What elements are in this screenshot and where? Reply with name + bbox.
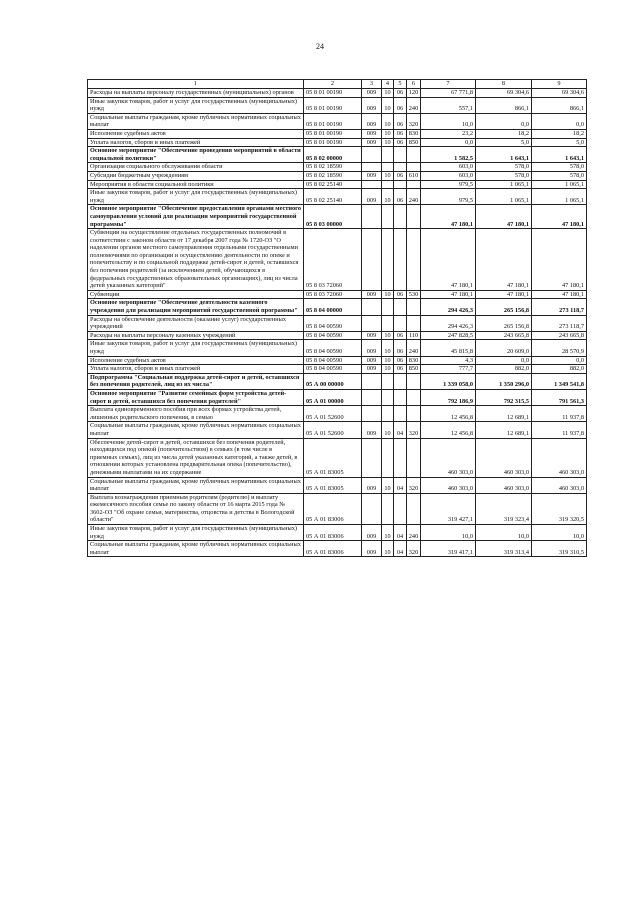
row-value-cell: 1 065,1 — [532, 189, 587, 205]
row-code-cell: 05 8 04 00590 — [304, 340, 362, 356]
row-value-cell: 47 180,1 — [532, 290, 587, 299]
row-section-cell — [382, 205, 394, 229]
row-code-cell: 05 А 01 83006 — [304, 493, 362, 524]
row-code-cell: 05 8 04 00590 — [304, 315, 362, 331]
row-subsection-cell — [394, 493, 407, 524]
row-value-cell: 1 643,1 — [476, 147, 532, 163]
table-row — [88, 541, 587, 557]
row-code-cell: 05 8 04 00590 — [304, 365, 362, 374]
row-section-cell: 10 — [382, 129, 394, 138]
row-value-cell: 557,1 — [421, 97, 476, 113]
row-ministry-cell: 009 — [362, 477, 382, 493]
row-value-cell: 319 427,1 — [421, 493, 476, 524]
row-code-cell: 05 8 04 00590 — [304, 356, 362, 365]
row-code-cell: 05 А 01 83005 — [304, 477, 362, 493]
row-code-cell: 05 8 01 00190 — [304, 97, 362, 113]
row-subsection-cell — [394, 299, 407, 315]
row-section-cell: 10 — [382, 541, 394, 557]
row-subsection-cell — [394, 229, 407, 291]
row-value-cell: 460 303,0 — [532, 477, 587, 493]
row-expense-type-cell — [407, 163, 421, 172]
row-expense-type-cell — [407, 229, 421, 291]
row-value-cell: 265 156,8 — [476, 299, 532, 315]
row-value-cell: 294 426,3 — [421, 315, 476, 331]
row-value-cell: 578,0 — [532, 171, 587, 180]
row-value-cell: 460 303,0 — [476, 438, 532, 477]
row-code-cell: 05 8 01 00190 — [304, 113, 362, 129]
row-value-cell: 265 156,8 — [476, 315, 532, 331]
row-value-cell: 5,0 — [476, 138, 532, 147]
row-value-cell: 979,5 — [421, 189, 476, 205]
row-section-cell: 10 — [382, 422, 394, 438]
row-expense-type-cell — [407, 389, 421, 405]
table-row — [88, 229, 587, 291]
row-ministry-cell: 009 — [362, 97, 382, 113]
row-name-cell: Расходы на выплаты персоналу государственных (муниципальных) органов — [88, 89, 304, 98]
row-code-cell: 05 8 02 18590 — [304, 163, 362, 172]
row-subsection-cell: 06 — [394, 340, 407, 356]
row-expense-type-cell: 240 — [407, 340, 421, 356]
row-expense-type-cell — [407, 315, 421, 331]
table-row — [88, 180, 587, 189]
row-expense-type-cell: 320 — [407, 422, 421, 438]
row-expense-type-cell: 320 — [407, 113, 421, 129]
row-subsection-cell — [394, 373, 407, 389]
row-value-cell: 69 304,6 — [476, 89, 532, 98]
row-name-cell: Уплата налогов, сборов и иных платежей — [88, 138, 304, 147]
row-section-cell — [382, 147, 394, 163]
row-ministry-cell: 009 — [362, 331, 382, 340]
row-section-cell: 10 — [382, 356, 394, 365]
row-value-cell: 12 689,1 — [476, 422, 532, 438]
row-section-cell — [382, 180, 394, 189]
row-value-cell: 67 771,8 — [421, 89, 476, 98]
row-section-cell — [382, 373, 394, 389]
row-ministry-cell: 009 — [362, 129, 382, 138]
row-ministry-cell — [362, 163, 382, 172]
row-name-cell: Исполнение судебных актов — [88, 129, 304, 138]
row-section-cell: 10 — [382, 365, 394, 374]
table-row — [88, 315, 587, 331]
table-row — [88, 373, 587, 389]
row-value-cell: 0,0 — [532, 113, 587, 129]
row-value-cell: 460 303,0 — [421, 477, 476, 493]
row-value-cell: 45 815,8 — [421, 340, 476, 356]
row-code-cell: 05 А 01 52600 — [304, 406, 362, 422]
row-value-cell: 12 456,8 — [421, 406, 476, 422]
row-expense-type-cell — [407, 373, 421, 389]
row-section-cell: 10 — [382, 525, 394, 541]
table-row — [88, 356, 587, 365]
row-code-cell: 05 8 01 00190 — [304, 138, 362, 147]
row-section-cell: 10 — [382, 477, 394, 493]
row-section-cell: 10 — [382, 89, 394, 98]
row-ministry-cell: 009 — [362, 356, 382, 365]
table-row — [88, 138, 587, 147]
row-value-cell: 12 456,8 — [421, 422, 476, 438]
row-subsection-cell: 06 — [394, 97, 407, 113]
header-cell: 8 — [476, 80, 532, 89]
row-value-cell: 28 570,9 — [532, 340, 587, 356]
row-value-cell: 1 065,1 — [476, 180, 532, 189]
row-expense-type-cell — [407, 147, 421, 163]
row-ministry-cell: 009 — [362, 422, 382, 438]
row-ministry-cell: 009 — [362, 189, 382, 205]
row-ministry-cell: 009 — [362, 365, 382, 374]
row-subsection-cell — [394, 147, 407, 163]
row-code-cell: 05 8 03 72060 — [304, 229, 362, 291]
header-cell: 6 — [407, 80, 421, 89]
row-value-cell: 4,3 — [421, 356, 476, 365]
row-ministry-cell: 009 — [362, 171, 382, 180]
header-cell: 4 — [382, 80, 394, 89]
row-value-cell: 882,0 — [532, 365, 587, 374]
row-value-cell: 47 180,1 — [421, 229, 476, 291]
row-ministry-cell — [362, 493, 382, 524]
row-name-cell: Расходы на обеспечение деятельности (оказание услуг) государственных учреждений — [88, 315, 304, 331]
row-ministry-cell: 009 — [362, 290, 382, 299]
row-name-cell: Основное мероприятие "Обеспечение деятельности казенного учреждения для реализации мероприятий государственной программы" — [88, 299, 304, 315]
row-name-cell: Иные закупки товаров, работ и услуг для государственных (муниципальных) нужд — [88, 97, 304, 113]
table-row — [88, 290, 587, 299]
row-value-cell: 319 320,5 — [532, 493, 587, 524]
row-ministry-cell — [362, 229, 382, 291]
row-value-cell: 10,0 — [421, 525, 476, 541]
row-value-cell: 1 582,5 — [421, 147, 476, 163]
row-expense-type-cell: 610 — [407, 171, 421, 180]
row-value-cell: 1 349 541,8 — [532, 373, 587, 389]
row-value-cell: 47 180,1 — [532, 229, 587, 291]
row-code-cell: 05 8 01 00190 — [304, 129, 362, 138]
row-value-cell: 319 310,5 — [532, 541, 587, 557]
row-ministry-cell — [362, 180, 382, 189]
row-name-cell: Расходы на выплаты персоналу казенных учреждений — [88, 331, 304, 340]
row-code-cell: 05 А 01 83006 — [304, 525, 362, 541]
row-ministry-cell: 009 — [362, 541, 382, 557]
row-subsection-cell — [394, 163, 407, 172]
header-cell: 1 — [88, 80, 304, 89]
row-value-cell: 319 417,1 — [421, 541, 476, 557]
table-row — [88, 205, 587, 229]
row-name-cell: Субвенции на осуществление отдельных государственных полномочий в соответствии с законом области от 17 декабря 2007 года № 1720-ОЗ "О наделении органов местного самоуправления отдельными государственными полномочиями по организации и осуществлению деятельности по опеке и попечительству и по социальной поддержке детей-сирот и детей, оставшихся без попечения родителей (за исключением детей, обучающихся в федеральных государственных образовательных организациях), лиц из числа детей указанных категорий" — [88, 229, 304, 291]
row-value-cell: 273 118,7 — [532, 315, 587, 331]
row-value-cell: 792 186,9 — [421, 389, 476, 405]
row-name-cell: Подпрограмма "Социальная поддержка детей-сирот и детей, оставшихся без попечения родителей, лиц из их числа" — [88, 373, 304, 389]
row-value-cell: 460 303,0 — [421, 438, 476, 477]
row-ministry-cell — [362, 406, 382, 422]
row-value-cell: 23,2 — [421, 129, 476, 138]
row-code-cell: 05 8 03 72060 — [304, 290, 362, 299]
row-subsection-cell: 04 — [394, 422, 407, 438]
row-name-cell: Мероприятия в области социальной политики — [88, 180, 304, 189]
header-cell: 5 — [394, 80, 407, 89]
row-section-cell — [382, 229, 394, 291]
row-value-cell: 243 665,8 — [532, 331, 587, 340]
row-ministry-cell: 009 — [362, 113, 382, 129]
row-value-cell: 294 426,3 — [421, 299, 476, 315]
table-row — [88, 525, 587, 541]
table-row — [88, 97, 587, 113]
row-expense-type-cell: 240 — [407, 189, 421, 205]
row-value-cell: 18,2 — [532, 129, 587, 138]
row-code-cell: 05 8 02 25140 — [304, 189, 362, 205]
row-value-cell: 319 323,4 — [476, 493, 532, 524]
row-expense-type-cell: 110 — [407, 331, 421, 340]
row-subsection-cell: 06 — [394, 171, 407, 180]
row-name-cell: Основное мероприятие "Развитие семейных форм устройства детей-сирот и детей, оставшихся без попечения родителей" — [88, 389, 304, 405]
row-value-cell: 578,0 — [532, 163, 587, 172]
row-section-cell — [382, 163, 394, 172]
row-section-cell: 10 — [382, 340, 394, 356]
row-subsection-cell — [394, 180, 407, 189]
table-row — [88, 477, 587, 493]
row-section-cell — [382, 493, 394, 524]
row-value-cell: 1 339 058,0 — [421, 373, 476, 389]
row-name-cell: Иные закупки товаров, работ и услуг для государственных (муниципальных) нужд — [88, 189, 304, 205]
row-ministry-cell — [362, 147, 382, 163]
row-value-cell: 11 937,8 — [532, 406, 587, 422]
row-value-cell: 18,2 — [476, 129, 532, 138]
row-value-cell: 10,0 — [421, 113, 476, 129]
row-value-cell: 319 313,4 — [476, 541, 532, 557]
row-value-cell: 578,0 — [476, 163, 532, 172]
row-name-cell: Иные закупки товаров, работ и услуг для государственных (муниципальных) нужд — [88, 525, 304, 541]
row-expense-type-cell: 240 — [407, 97, 421, 113]
table-row — [88, 163, 587, 172]
row-section-cell: 10 — [382, 189, 394, 205]
row-ministry-cell — [362, 438, 382, 477]
row-subsection-cell: 06 — [394, 189, 407, 205]
row-expense-type-cell: 120 — [407, 89, 421, 98]
row-value-cell: 603,0 — [421, 171, 476, 180]
row-subsection-cell: 06 — [394, 138, 407, 147]
row-value-cell: 777,7 — [421, 365, 476, 374]
row-expense-type-cell: 850 — [407, 365, 421, 374]
table-row — [88, 438, 587, 477]
row-value-cell: 69 304,6 — [532, 89, 587, 98]
row-section-cell: 10 — [382, 171, 394, 180]
row-value-cell: 47 180,1 — [476, 205, 532, 229]
row-value-cell: 273 118,7 — [532, 299, 587, 315]
table-row — [88, 406, 587, 422]
row-value-cell: 0,0 — [532, 356, 587, 365]
row-name-cell: Обеспечение детей-сирот и детей, оставшихся без попечения родителей, находящихся под опекой (попечительством) в семьях (в том числе в приемных семьях), лиц из числа детей указанных категорий, а также детей, в отношении которых установлена предварительная опека (попечительство), денежными выплатами на их содержание — [88, 438, 304, 477]
row-subsection-cell: 06 — [394, 129, 407, 138]
row-name-cell: Основное мероприятие "Обеспечение предоставления органами местного самоуправления условий для реализации мероприятий государственной программы" — [88, 205, 304, 229]
table-row — [88, 422, 587, 438]
row-name-cell: Социальные выплаты гражданам, кроме публичных нормативных социальных выплат — [88, 541, 304, 557]
row-expense-type-cell: 830 — [407, 129, 421, 138]
row-expense-type-cell: 320 — [407, 541, 421, 557]
row-value-cell: 0,0 — [421, 138, 476, 147]
row-expense-type-cell — [407, 299, 421, 315]
row-value-cell: 979,5 — [421, 180, 476, 189]
budget-table — [87, 79, 587, 557]
row-subsection-cell: 06 — [394, 113, 407, 129]
row-value-cell: 791 561,3 — [532, 389, 587, 405]
row-expense-type-cell — [407, 180, 421, 189]
row-value-cell: 882,0 — [476, 365, 532, 374]
row-value-cell: 0,0 — [476, 113, 532, 129]
row-value-cell: 47 180,1 — [421, 205, 476, 229]
row-subsection-cell — [394, 406, 407, 422]
header-cell: 3 — [362, 80, 382, 89]
table-row — [88, 299, 587, 315]
table-row — [88, 340, 587, 356]
row-subsection-cell — [394, 438, 407, 477]
table-row — [88, 331, 587, 340]
row-code-cell: 05 А 01 83005 — [304, 438, 362, 477]
row-ministry-cell — [362, 373, 382, 389]
row-expense-type-cell — [407, 438, 421, 477]
row-ministry-cell: 009 — [362, 89, 382, 98]
row-name-cell: Субсидии бюджетным учреждениям — [88, 171, 304, 180]
row-value-cell: 47 180,1 — [421, 290, 476, 299]
row-value-cell: 20 609,0 — [476, 340, 532, 356]
row-expense-type-cell — [407, 406, 421, 422]
row-section-cell — [382, 299, 394, 315]
row-name-cell: Социальные выплаты гражданам, кроме публичных нормативных социальных выплат — [88, 113, 304, 129]
row-expense-type-cell: 530 — [407, 290, 421, 299]
table-row — [88, 365, 587, 374]
row-subsection-cell: 06 — [394, 89, 407, 98]
row-value-cell: 578,0 — [476, 171, 532, 180]
row-section-cell: 10 — [382, 290, 394, 299]
row-value-cell: 247 828,5 — [421, 331, 476, 340]
header-cell: 9 — [532, 80, 587, 89]
table-row — [88, 113, 587, 129]
row-code-cell: 05 8 02 25140 — [304, 180, 362, 189]
row-code-cell: 05 А 00 00000 — [304, 373, 362, 389]
row-value-cell: 11 937,8 — [532, 422, 587, 438]
row-section-cell: 10 — [382, 331, 394, 340]
row-ministry-cell — [362, 299, 382, 315]
row-name-cell: Выплата вознаграждения приемным родителям (родителю) и выплату ежемесячного пособия семье по закону области от 16 марта 2015 года № 3602-ОЗ "Об охране семьи, материнства, отцовства и детства в Вологодской области" — [88, 493, 304, 524]
row-section-cell: 10 — [382, 97, 394, 113]
table-row — [88, 493, 587, 524]
row-subsection-cell: 06 — [394, 331, 407, 340]
row-section-cell — [382, 406, 394, 422]
row-name-cell: Субвенции — [88, 290, 304, 299]
row-ministry-cell: 009 — [362, 340, 382, 356]
row-value-cell: 1 065,1 — [532, 180, 587, 189]
row-code-cell: 05 А 01 83006 — [304, 541, 362, 557]
row-value-cell: 603,0 — [421, 163, 476, 172]
row-value-cell: 1 350 296,0 — [476, 373, 532, 389]
row-value-cell: 866,1 — [532, 97, 587, 113]
row-value-cell: 47 180,1 — [532, 205, 587, 229]
row-expense-type-cell: 320 — [407, 477, 421, 493]
row-value-cell: 47 180,1 — [476, 229, 532, 291]
row-subsection-cell: 04 — [394, 477, 407, 493]
row-code-cell: 05 8 04 00000 — [304, 299, 362, 315]
row-name-cell: Исполнение судебных актов — [88, 356, 304, 365]
row-code-cell: 05 А 01 52600 — [304, 422, 362, 438]
row-value-cell: 866,1 — [476, 97, 532, 113]
row-ministry-cell — [362, 205, 382, 229]
row-value-cell: 243 665,8 — [476, 331, 532, 340]
row-value-cell: 12 689,1 — [476, 406, 532, 422]
row-subsection-cell — [394, 205, 407, 229]
row-subsection-cell: 06 — [394, 365, 407, 374]
row-ministry-cell — [362, 315, 382, 331]
table-row — [88, 147, 587, 163]
table-row — [88, 171, 587, 180]
table-header-row — [88, 80, 587, 89]
row-code-cell: 05 А 01 00000 — [304, 389, 362, 405]
row-section-cell — [382, 389, 394, 405]
row-section-cell — [382, 438, 394, 477]
row-subsection-cell — [394, 389, 407, 405]
row-value-cell: 460 303,0 — [532, 438, 587, 477]
row-value-cell: 47 180,1 — [476, 290, 532, 299]
row-expense-type-cell: 240 — [407, 525, 421, 541]
row-code-cell: 05 8 02 18590 — [304, 171, 362, 180]
row-value-cell: 5,0 — [532, 138, 587, 147]
row-expense-type-cell: 830 — [407, 356, 421, 365]
row-name-cell: Социальные выплаты гражданам, кроме публичных нормативных социальных выплат — [88, 422, 304, 438]
row-ministry-cell — [362, 389, 382, 405]
table-row — [88, 89, 587, 98]
table-row — [88, 189, 587, 205]
row-section-cell: 10 — [382, 113, 394, 129]
row-name-cell: Организация социального обслуживания области — [88, 163, 304, 172]
row-code-cell: 05 8 03 00000 — [304, 205, 362, 229]
header-cell: 7 — [421, 80, 476, 89]
row-expense-type-cell — [407, 493, 421, 524]
table-row — [88, 389, 587, 405]
row-section-cell — [382, 315, 394, 331]
row-ministry-cell: 009 — [362, 525, 382, 541]
row-ministry-cell: 009 — [362, 138, 382, 147]
row-code-cell: 05 8 02 00000 — [304, 147, 362, 163]
row-value-cell: 460 303,0 — [476, 477, 532, 493]
row-subsection-cell: 06 — [394, 356, 407, 365]
row-value-cell: 1 643,1 — [532, 147, 587, 163]
row-subsection-cell: 04 — [394, 525, 407, 541]
row-name-cell: Уплата налогов, сборов и иных платежей — [88, 365, 304, 374]
row-subsection-cell: 06 — [394, 290, 407, 299]
row-value-cell: 10,0 — [476, 525, 532, 541]
row-name-cell: Выплата единовременного пособия при всех формах устройства детей, лишенных родительского попечения, в семью — [88, 406, 304, 422]
row-subsection-cell: 04 — [394, 541, 407, 557]
row-value-cell: 0,0 — [476, 356, 532, 365]
row-name-cell: Основное мероприятие "Обеспечение проведения мероприятий в области социальной политики" — [88, 147, 304, 163]
row-expense-type-cell: 850 — [407, 138, 421, 147]
row-section-cell: 10 — [382, 138, 394, 147]
table-row — [88, 129, 587, 138]
row-subsection-cell — [394, 315, 407, 331]
row-value-cell: 10,0 — [532, 525, 587, 541]
row-value-cell: 792 315,5 — [476, 389, 532, 405]
header-cell: 2 — [304, 80, 362, 89]
page-number: 24 — [316, 42, 324, 51]
row-code-cell: 05 8 01 00190 — [304, 89, 362, 98]
row-name-cell: Социальные выплаты гражданам, кроме публичных нормативных социальных выплат — [88, 477, 304, 493]
row-value-cell: 1 065,1 — [476, 189, 532, 205]
row-code-cell: 05 8 04 00590 — [304, 331, 362, 340]
row-name-cell: Иные закупки товаров, работ и услуг для государственных (муниципальных) нужд — [88, 340, 304, 356]
row-expense-type-cell — [407, 205, 421, 229]
